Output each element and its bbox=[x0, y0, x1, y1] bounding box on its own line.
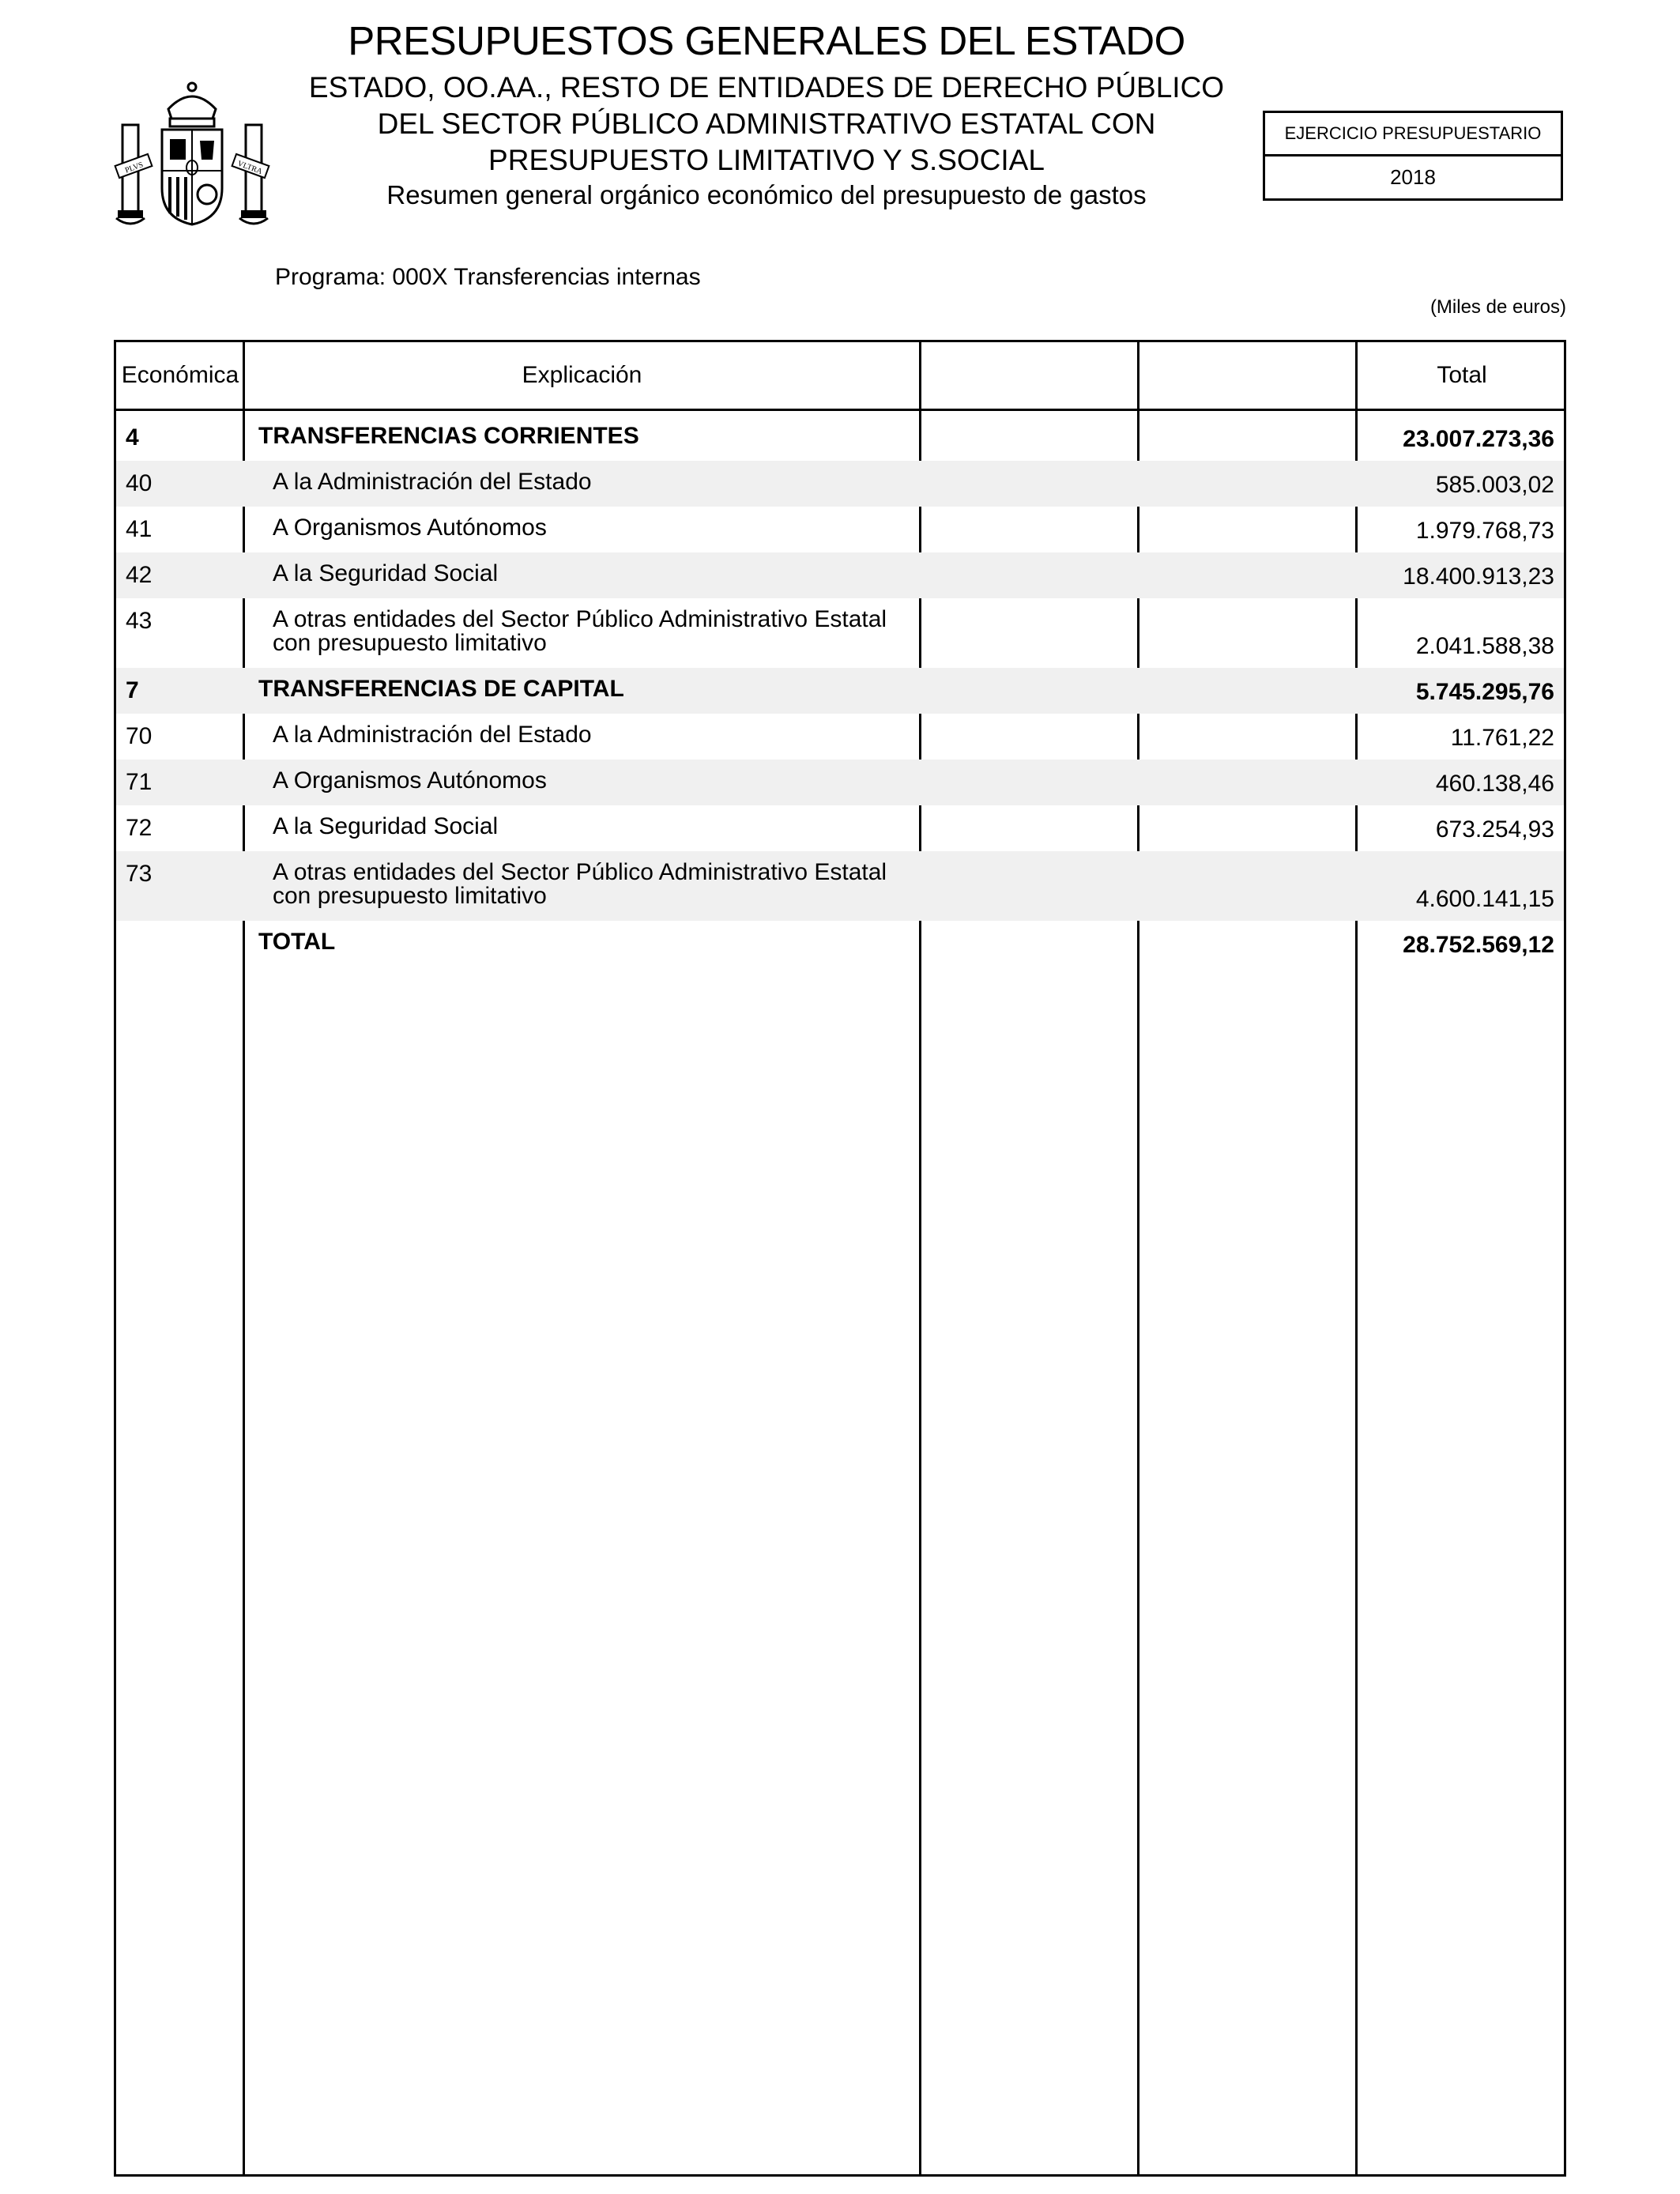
row-total: 18.400.913,23 bbox=[1403, 564, 1554, 590]
budget-exercise-label: EJERCICIO PRESUPUESTARIO bbox=[1265, 113, 1561, 156]
table-total-row bbox=[116, 921, 1564, 967]
row-total: 2.041.588,38 bbox=[1415, 633, 1554, 659]
table-row bbox=[116, 507, 1564, 552]
row-description bbox=[273, 861, 887, 908]
table-row bbox=[116, 668, 1564, 714]
row-description-line: A otras entidades del Sector Público Administrativo Estatal bbox=[273, 606, 887, 632]
page-title: PRESUPUESTOS GENERALES DEL ESTADO bbox=[348, 18, 1185, 63]
column-header-3 bbox=[921, 342, 1137, 409]
subtitle-line: DEL SECTOR PÚBLICO ADMINISTRATIVO ESTATAL CON bbox=[377, 107, 1156, 140]
row-code: 41 bbox=[126, 516, 153, 542]
row-description-line: A otras entidades del Sector Público Administrativo Estatal bbox=[273, 859, 887, 885]
units-note: (Miles de euros) bbox=[1430, 296, 1566, 318]
subtitle-line: ESTADO, OO.AA., RESTO DE ENTIDADES DE DERECHO PÚBLICO bbox=[308, 71, 1225, 104]
column-header-economica: Económica bbox=[121, 362, 239, 388]
crest-motto-left: PLVS bbox=[123, 160, 145, 175]
table-row bbox=[116, 760, 1564, 805]
row-description: TRANSFERENCIAS CORRIENTES bbox=[258, 423, 639, 449]
row-code: 7 bbox=[126, 677, 139, 703]
table-body bbox=[116, 415, 1564, 967]
row-code: 73 bbox=[126, 861, 153, 887]
row-description: A la Seguridad Social bbox=[273, 560, 499, 586]
row-description-line: con presupuesto limitativo bbox=[273, 630, 547, 656]
row-code: 72 bbox=[126, 815, 153, 841]
row-description: A la Seguridad Social bbox=[273, 813, 499, 839]
subtitle-line: PRESUPUESTO LIMITATIVO Y S.SOCIAL bbox=[488, 144, 1045, 176]
table-row bbox=[116, 415, 1564, 461]
column-header-4 bbox=[1139, 342, 1355, 409]
row-code: 42 bbox=[126, 562, 153, 588]
table-row bbox=[116, 552, 1564, 598]
row-code: 4 bbox=[126, 424, 139, 450]
row-code: 70 bbox=[126, 723, 153, 749]
row-description: TOTAL bbox=[258, 929, 336, 955]
table-row bbox=[116, 851, 1564, 921]
row-total: 460.138,46 bbox=[1435, 771, 1554, 797]
header-divider bbox=[116, 409, 1564, 411]
row-description: A la Administración del Estado bbox=[273, 722, 592, 748]
budget-exercise-box bbox=[1263, 111, 1563, 201]
row-total: 28.752.569,12 bbox=[1403, 932, 1554, 958]
row-description: A Organismos Autónomos bbox=[273, 515, 547, 541]
row-description: TRANSFERENCIAS DE CAPITAL bbox=[258, 676, 624, 702]
row-code: 40 bbox=[126, 470, 153, 496]
row-total: 673.254,93 bbox=[1435, 816, 1554, 843]
table-row bbox=[116, 598, 1564, 668]
page-subtitle bbox=[237, 70, 1296, 179]
row-total: 585.003,02 bbox=[1435, 472, 1554, 498]
row-total: 11.761,22 bbox=[1450, 725, 1554, 751]
row-description: A Organismos Autónomos bbox=[273, 767, 547, 794]
row-total: 4.600.141,15 bbox=[1415, 886, 1554, 912]
table-row bbox=[116, 461, 1564, 507]
budget-table bbox=[114, 340, 1566, 2177]
row-total: 1.979.768,73 bbox=[1415, 518, 1554, 544]
summary-title: Resumen general orgánico económico del presupuesto de gastos bbox=[386, 180, 1147, 209]
row-total: 5.745.295,76 bbox=[1415, 679, 1554, 705]
row-code: 71 bbox=[126, 769, 153, 795]
row-total: 23.007.273,36 bbox=[1403, 426, 1554, 452]
table-row bbox=[116, 714, 1564, 760]
column-header-total: Total bbox=[1437, 362, 1487, 388]
column-header-explicacion: Explicación bbox=[522, 362, 642, 388]
row-description-line: con presupuesto limitativo bbox=[273, 883, 547, 909]
row-code: 43 bbox=[126, 608, 153, 634]
row-description: A la Administración del Estado bbox=[273, 469, 592, 495]
table-row bbox=[116, 805, 1564, 851]
row-description bbox=[273, 608, 887, 655]
budget-exercise-year: 2018 bbox=[1390, 165, 1436, 189]
crest-motto-right: VLTRA bbox=[236, 159, 264, 177]
program-label: Programa: 000X Transferencias internas bbox=[275, 264, 701, 290]
